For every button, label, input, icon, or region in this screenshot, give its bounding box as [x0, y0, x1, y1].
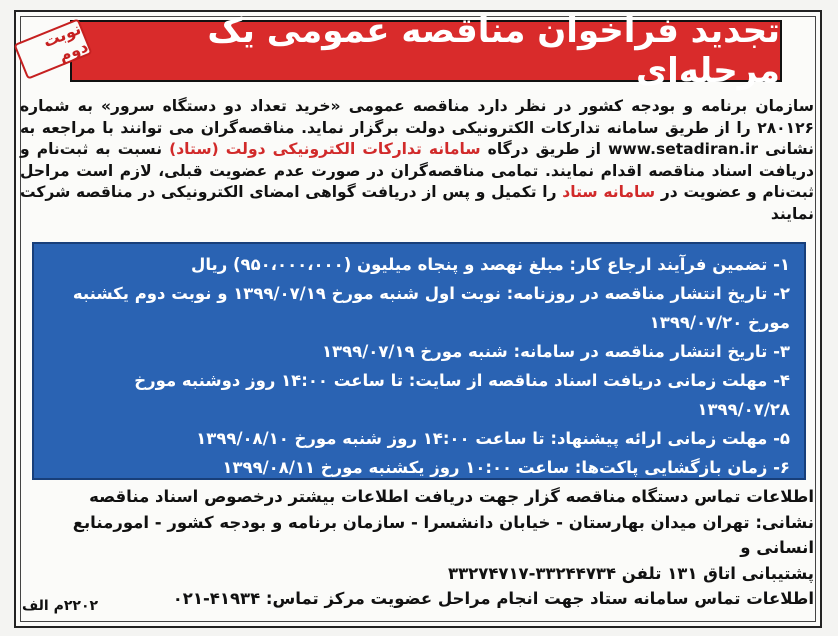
setad-portal-name: سامانه تدارکات الکترونیکی دولت (ستاد)	[169, 140, 481, 158]
detail-newspaper-date: ۲- تاریخ انتشار مناقصه در روزنامه: نوبت اول شنبه مورخ ۱۳۹۹/۰۷/۱۹ و نوبت دوم یکشنبه	[72, 284, 790, 303]
intro-part-1: سازمان برنامه و بودجه کشور در نظر دارد مناقصه عمومی «خرید تعداد دو دستگاه سرور» به شماره ۲۸۰۱۲۶ را از طریق سامانه تدارکات الکترونیکی دولت برگزار نماید. مناقصه‌گران می توانند با مراجعه به نشانی	[20, 97, 814, 158]
detail-offer-deadline: ۵- مهلت زمانی ارائه پیشنهاد: تا ساعت ۱۴:۰۰ روز شنبه مورخ ۱۳۹۹/۰۸/۱۰	[196, 429, 790, 448]
contact-phone: پشتیبانی اتاق ۱۳۱ تلفن ۳۳۲۴۴۷۳۴-۳۳۲۷۴۷۱۷	[448, 563, 814, 583]
contact-setad-center: اطلاعات تماس سامانه ستاد جهت انجام مراحل عضویت مرکز تماس: ۴۱۹۳۴-۰۲۱	[172, 589, 814, 608]
detail-doc-deadline: ۴- مهلت زمانی دریافت اسناد مناقصه از سایت: تا ساعت ۱۴:۰۰ روز دوشنبه مورخ	[134, 371, 790, 390]
intro-part-3: نسبت به ثبت‌نام و دریافت اسناد مناقصه اقدام نمایند. تمامی مناقصه‌گران در صورت عدم عضویت قبلی، لازم است مراحل ثبت‌نام و عضویت در	[20, 140, 814, 201]
intro-part-2: از طریق درگاه	[487, 140, 601, 158]
notice-title-text: تجدید فراخوان مناقصه عمومی یک مرحله‌ای	[207, 11, 780, 91]
setadiran-url[interactable]: www.setadiran.ir	[608, 140, 758, 158]
detail-opening-time: ۶- زمان بازگشایی پاکت‌ها: ساعت ۱۰:۰۰ روز یکشنبه مورخ ۱۳۹۹/۰۸/۱۱	[222, 458, 790, 477]
contact-info	[24, 484, 814, 612]
setad-system-name: سامانه ستاد	[562, 183, 656, 201]
contact-address: نشانی: تهران میدان بهارستان - خیابان دانشسرا - سازمان برنامه و بودجه کشور - امورمنابع انسانی و	[72, 512, 814, 557]
detail-system-date: ۳- تاریخ انتشار مناقصه در سامانه: شنبه مورخ ۱۳۹۹/۰۷/۱۹	[321, 342, 790, 361]
intro-paragraph	[20, 96, 814, 225]
notice-title	[70, 11, 782, 91]
detail-guarantee: ۱- تضمین فرآیند ارجاع کار: مبلغ نهصد و پنجاه میلیون (۹۵۰،۰۰۰،۰۰۰) ریال	[191, 255, 790, 274]
detail-newspaper-date-cont: مورخ ۱۳۹۹/۰۷/۲۰	[649, 313, 790, 332]
badge-text: نوبت دوم	[40, 19, 91, 66]
contact-heading: اطلاعات تماس دستگاه مناقصه گزار جهت دریافت اطلاعات بیشتر درخصوص اسناد مناقصه	[89, 487, 814, 506]
ad-code: ۲۲۰۲م الف	[22, 598, 99, 614]
detail-doc-deadline-cont: ۱۳۹۹/۰۷/۲۸	[697, 400, 790, 419]
tender-details-box	[32, 242, 806, 480]
intro-part-4: را تکمیل و پس از دریافت گواهی امضای الکترونیکی در مناقصه شرکت نمایند	[20, 183, 814, 223]
